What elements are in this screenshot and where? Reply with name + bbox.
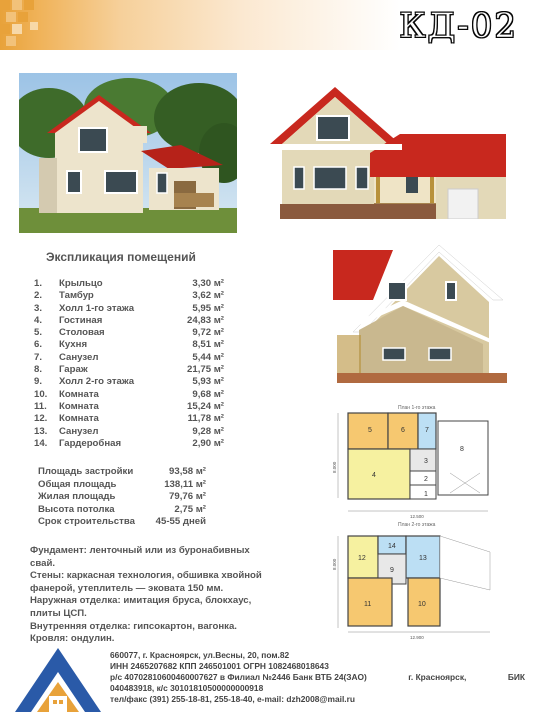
room-number: 6. [34,339,43,351]
footer-bank-line [110,672,525,683]
room-area: 9,72 м² [192,327,224,339]
room-name: Комната [59,388,99,400]
stat-value: 138,11 м² [164,478,206,490]
room-area: 24,83 м² [187,314,224,326]
explication-title: Экспликация помещений [46,250,196,264]
room-label: 6 [401,427,405,434]
room-row [34,327,224,339]
house-photo [19,73,237,233]
stat-row [38,479,206,492]
room-name: Санузел [59,351,99,363]
stat-value: 93,58 м² [169,466,206,477]
room-row [34,352,224,364]
spec-line: фанерой, утеплитель — эковата 150 мм. [30,582,224,594]
header-gradient-bar [0,0,400,50]
spec-line: Фундамент: ленточный или из буронабивных [30,545,250,556]
room-row [34,413,224,425]
room-row [34,426,224,438]
stat-row [38,504,206,517]
room-number: 7. [34,351,43,363]
stat-label: Площадь застройки [38,466,134,477]
plan-2-height-dim: 8.000 [332,558,337,570]
stat-row [38,491,206,504]
front-elevation-render [270,79,506,233]
room-label: 10 [418,601,426,608]
stat-row [38,516,206,529]
floor-plan-1 [330,403,500,530]
room-label: 13 [419,555,427,562]
stat-label: Срок строительства [38,516,135,528]
room-area: 11,78 м² [187,413,224,425]
rooms-list [34,278,224,450]
room-number: 8. [34,364,43,376]
room-label: 4 [372,472,376,479]
room-name: Крыльцо [59,278,103,289]
plan-room-2 [410,471,436,485]
room-label: 9 [390,567,394,574]
house-stats [38,466,206,529]
room-name: Столовая [59,327,105,339]
footer-address: 660077, г. Красноярск, ул.Весны, 20, пом.82 [110,650,290,660]
room-row [34,339,224,351]
stat-row [38,466,206,479]
room-label: 14 [388,543,396,550]
plan-1-title: План 1-го этажа [398,405,436,411]
room-area: 2,90 м² [192,437,224,449]
stat-value: 79,76 м² [169,491,206,503]
room-row [34,401,224,413]
footer-bik: 040483918, к/с 30101810500000000918 [110,683,264,693]
side-elevation-render [333,240,507,390]
room-row [34,389,224,401]
room-area: 9,28 м² [192,425,224,437]
room-row [34,278,224,290]
room-row [34,364,224,376]
stat-label: Жилая площадь [38,491,116,503]
room-number: 4. [34,314,43,326]
plan-2-title: План 2-го этажа [398,522,436,528]
footer-inn: ИНН 2465207682 КПП 246501001 ОГРН 1082468018643 [110,661,329,671]
room-area: 3,62 м² [192,290,224,302]
room-number: 12. [34,413,48,425]
plan-room-8 [438,421,488,495]
room-number: 1. [34,278,43,289]
room-name: Санузел [59,425,99,437]
stat-value: 2,75 м² [174,503,206,515]
plan-1-width-dim: 12.500 [410,514,424,519]
room-label: 12 [358,555,366,562]
room-row [34,438,224,450]
spec-line: плиты ЦСП. [30,607,87,619]
room-area: 5,93 м² [192,376,224,388]
room-area: 5,44 м² [192,351,224,363]
footer-bank-city: г. Красноярск, [408,672,467,682]
room-name: Гостиная [59,314,103,326]
room-row [34,315,224,327]
room-row [34,376,224,388]
plan-room-1 [410,485,436,499]
room-name: Комната [59,400,99,412]
spec-line: Наружная отделка: имитация бруса, блокхаус, [30,595,252,607]
floor-plan-2 [330,520,500,642]
spec-line: свай. [30,557,56,569]
room-label: 2 [424,476,428,483]
room-area: 15,24 м² [187,400,224,412]
company-logo-icon [15,648,101,712]
stat-label: Общая площадь [38,478,117,490]
room-name: Холл 2-го этажа [59,376,135,388]
room-number: 5. [34,327,43,339]
footer-phone-email: тел/факс (391) 255-18-81, 255-18-40, e-mail: dzh2008@mail.ru [110,694,356,704]
company-contacts [110,650,525,705]
room-name: Комната [59,413,99,425]
room-area: 8,51 м² [192,339,224,351]
room-row [34,290,224,302]
room-area: 3,30 м² [192,278,224,289]
room-label: 7 [425,427,429,434]
footer-bank-account: р/с 40702810600460007627 в Филиал №2446 Банк ВТБ 24(ЗАО) [110,672,367,682]
room-name: Гараж [59,364,88,376]
room-area: 5,95 м² [192,302,224,314]
room-label: 8 [460,446,464,453]
room-number: 14. [34,437,48,449]
spec-line: Внутренняя отделка: гипсокартон, вагонка. [30,620,237,632]
room-number: 9. [34,376,43,388]
room-label: 1 [424,491,428,498]
plan-room-4 [348,449,410,499]
plan-room-3 [410,449,436,471]
room-number: 2. [34,290,43,302]
room-number: 11. [34,400,47,412]
room-number: 3. [34,302,43,314]
room-name: Холл 1-го этажа [59,302,135,314]
stat-label: Высота потолка [38,503,115,515]
plan-2-width-dim: 12.900 [410,635,424,640]
spec-line: Стены: каркасная технология, обшивка хвойной [30,570,262,582]
spec-line: Кровля: ондулин. [30,633,115,645]
room-label: 5 [368,427,372,434]
room-name: Гардеробная [59,437,122,449]
room-number: 10. [34,388,48,400]
room-name: Тамбур [59,290,94,302]
plan-1-height-dim: 8.000 [332,461,337,473]
room-area: 9,68 м² [192,388,224,400]
room-name: Кухня [59,339,88,351]
footer-bik-label: БИК [507,672,525,682]
room-row [34,303,224,315]
document-title: КД-02 [399,6,518,46]
construction-specs [30,545,290,646]
corner-squares-decoration [0,0,48,52]
room-area: 21,75 м² [187,364,224,376]
room-label: 11 [364,601,372,608]
stat-value: 45-55 дней [155,516,206,528]
room-number: 13. [34,425,48,437]
room-label: 3 [424,458,428,465]
